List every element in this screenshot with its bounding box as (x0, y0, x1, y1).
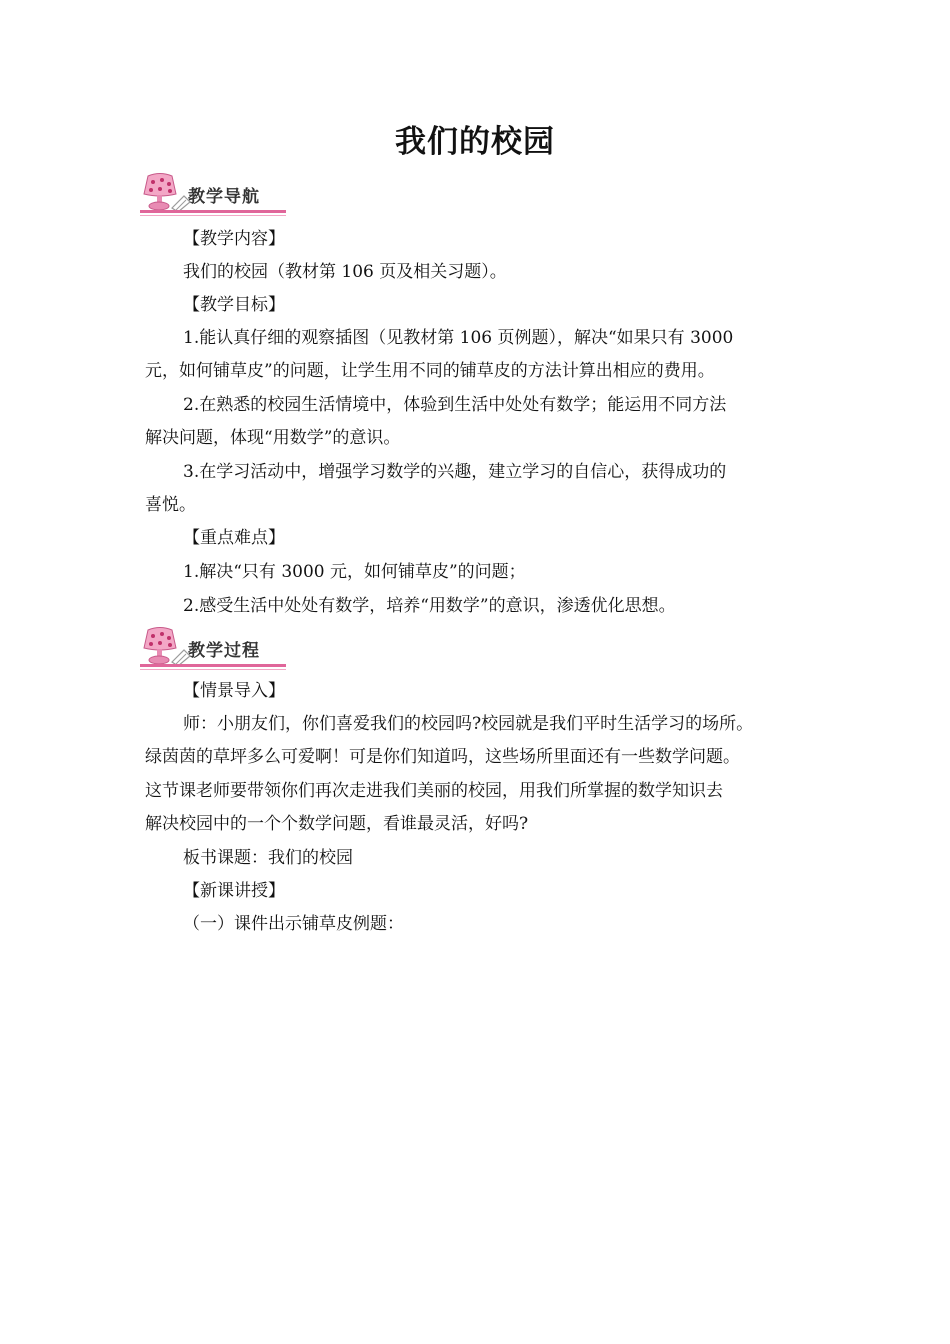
paragraph-line: 这节课老师要带领你们再次走进我们美丽的校园，用我们所掌握的数学知识去 (145, 781, 723, 801)
paragraph-line: 解决问题，体现“用数学”的意识。 (145, 428, 401, 448)
heading-key-points: 【重点难点】 (183, 528, 285, 548)
heading-new-lesson: 【新课讲授】 (183, 881, 285, 901)
paragraph-line: 绿茵茵的草坪多么可爱啊！可是你们知道吗，这些场所里面还有一些数学问题。 (145, 747, 740, 767)
paragraph-line: （一）课件出示铺草皮例题： (183, 914, 404, 934)
section-header-process (140, 626, 300, 674)
paragraph-line: 喜悦。 (145, 495, 196, 515)
section-header-nav (140, 172, 300, 220)
paragraph-line: 2.在熟悉的校园生活情境中，体验到生活中处处有数学；能运用不同方法 (183, 395, 727, 415)
heading-content: 【教学内容】 (183, 229, 285, 249)
paragraph-line: 3.在学习活动中，增强学习数学的兴趣，建立学习的自信心，获得成功的 (183, 462, 727, 482)
paragraph-line: 解决校园中的一个个数学问题，看谁最灵活，好吗? (145, 814, 529, 834)
paragraph-line: 元，如何铺草皮”的问题，让学生用不同的铺草皮的方法计算出相应的费用。 (145, 361, 715, 381)
paragraph-line: 师：小朋友们，你们喜爱我们的校园吗?校园就是我们平时生活学习的场所。 (183, 714, 754, 734)
paragraph-line: 我们的校园（教材第 106 页及相关习题）。 (183, 262, 507, 282)
heading-intro: 【情景导入】 (183, 681, 285, 701)
paragraph-line: 2.感受生活中处处有数学，培养“用数学”的意识，渗透优化思想。 (183, 596, 676, 616)
paragraph-line: 板书课题：我们的校园 (183, 848, 353, 868)
page-title: 我们的校园 (395, 124, 555, 160)
section-title-nav: 教学导航 (188, 187, 260, 207)
paragraph-line: 1.能认真仔细的观察插图（见教材第 106 页例题），解决“如果只有 3000 (183, 328, 734, 348)
paragraph-line: 1.解决“只有 3000 元，如何铺草皮”的问题； (183, 562, 526, 582)
section-title-process: 教学过程 (188, 641, 260, 661)
heading-goals: 【教学目标】 (183, 295, 285, 315)
